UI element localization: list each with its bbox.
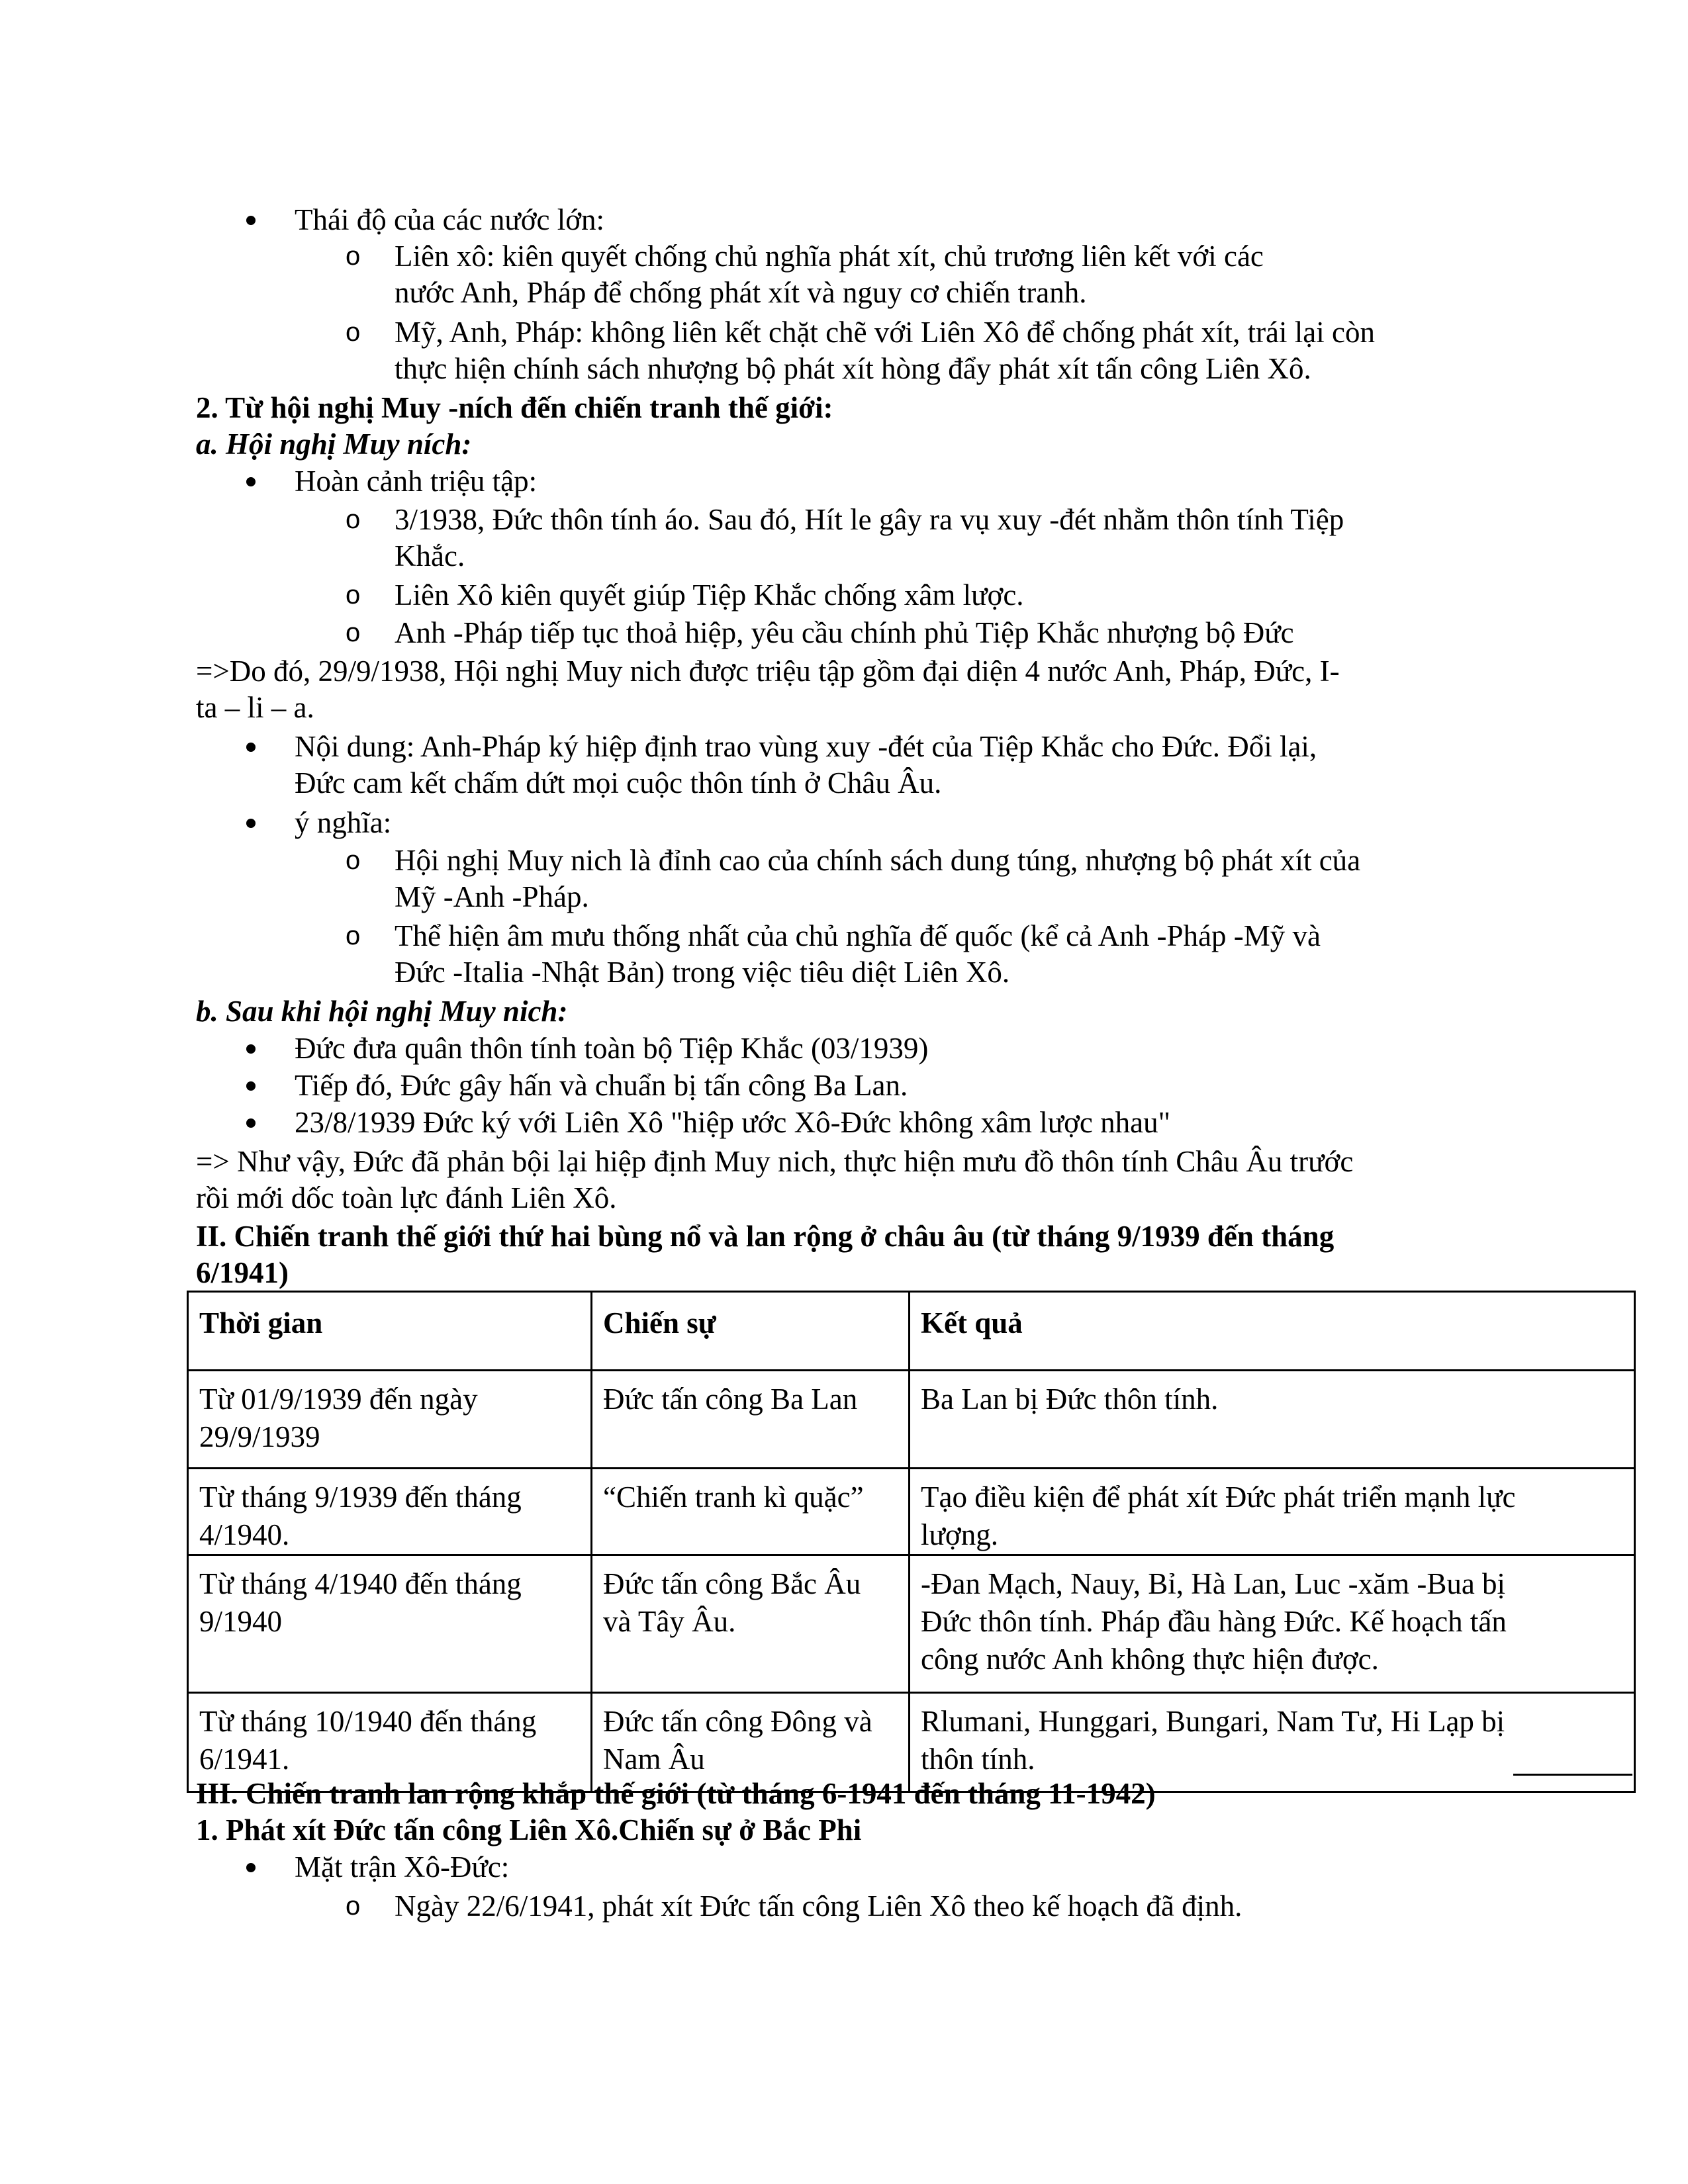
sub-bullet-text: Liên xô: kiên quyết chống chủ nghĩa phát xít, chủ trương liên kết với các <box>395 240 1264 273</box>
sub-bullet-text: Mỹ, Anh, Pháp: không liên kết chặt chẽ với Liên Xô để chống phát xít, trái lại còn <box>395 316 1375 349</box>
bullet-dot <box>246 1118 256 1128</box>
event-cell: Đức tấn công Ba Lan <box>592 1371 910 1469</box>
conclusion-text: => Như vậy, Đức đã phản bội lại hiệp định Muy nich, thực hiện mưu đồ thôn tính Châu Âu trước <box>196 1145 1354 1178</box>
section-heading: 2. Từ hội nghị Muy -ních đến chiến tranh thế giới: <box>196 391 833 424</box>
result-cell: Ba Lan bị Đức thôn tính. <box>910 1371 1635 1469</box>
column-header: Thời gian <box>188 1292 592 1371</box>
event-cell: “Chiến tranh kì quặc” <box>592 1469 910 1555</box>
event-cell: Đức tấn công Bắc Âu và Tây Âu. <box>592 1555 910 1693</box>
bullet-text: Thái độ của các nước lớn: <box>295 203 605 236</box>
conclusion-text: =>Do đó, 29/9/1938, Hội nghị Muy nich được triệu tập gồm đại diện 4 nước Anh, Pháp, Đức, I- <box>196 655 1340 688</box>
sub-bullet-text: Anh -Pháp tiếp tục thoả hiệp, yêu cầu chính phủ Tiệp Khắc nhượng bộ Đức <box>395 616 1294 649</box>
sub-bullet-text: Ngày 22/6/1941, phát xít Đức tấn công Liên Xô theo kế hoạch đã định. <box>395 1889 1243 1923</box>
sub-bullet-circle: o <box>346 505 361 534</box>
sub-bullet-text: 3/1938, Đức thôn tính áo. Sau đó, Hít le gây ra vụ xuy -đét nhằm thôn tính Tiệp <box>395 503 1344 536</box>
sub-bullet-text: Khắc. <box>395 539 465 572</box>
bullet-dot <box>246 477 256 486</box>
conclusion-text: ta – li – a. <box>196 691 314 724</box>
table-row <box>188 1469 1635 1555</box>
sub-bullet-text: Thể hiện âm mưu thống nhất của chủ nghĩa đế quốc (kể cả Anh -Pháp -Mỹ và <box>395 919 1321 952</box>
conclusion-text: rồi mới dốc toàn lực đánh Liên Xô. <box>196 1181 617 1214</box>
subsection-heading: b. Sau khi hội nghị Muy nich: <box>196 995 568 1028</box>
result-cell: Rlumani, Hunggari, Bungari, Nam Tư, Hi Lạp bị thôn tính. <box>910 1693 1635 1792</box>
sub-bullet-text: Mỹ -Anh -Pháp. <box>395 880 589 913</box>
sub-bullet-text: Hội nghị Muy nich là đỉnh cao của chính sách dung túng, nhượng bộ phát xít của <box>395 844 1361 877</box>
bullet-text: Tiếp đó, Đức gây hấn và chuẩn bị tấn công Ba Lan. <box>295 1069 908 1102</box>
sub-bullet-text: nước Anh, Pháp để chống phát xít và nguy cơ chiến tranh. <box>395 276 1087 309</box>
time-cell: Từ tháng 9/1939 đến tháng 4/1940. <box>188 1469 592 1555</box>
bullet-text: Hoàn cảnh triệu tập: <box>295 465 538 498</box>
subsection-heading: a. Hội nghị Muy ních: <box>196 428 472 461</box>
bullet-dot <box>246 819 256 828</box>
section-heading: II. Chiến tranh thế giới thứ hai bùng nổ và lan rộng ở châu âu (từ tháng 9/1939 đến tháng <box>196 1220 1335 1253</box>
event-cell: Đức tấn công Đông và Nam Âu <box>592 1693 910 1792</box>
section-heading: 6/1941) <box>196 1256 289 1289</box>
table-edge-line <box>1513 1774 1632 1776</box>
table-row <box>188 1555 1635 1693</box>
result-cell: -Đan Mạch, Nauy, Bỉ, Hà Lan, Luc -xăm -Bua bị Đức thôn tính. Pháp đầu hàng Đức. Kế hoạch tấn công nước Anh không thực hiện được. <box>910 1555 1635 1693</box>
bullet-text: Mặt trận Xô-Đức: <box>295 1850 510 1884</box>
sub-bullet-text: thực hiện chính sách nhượng bộ phát xít hòng đẩy phát xít tấn công Liên Xô. <box>395 352 1311 385</box>
events-table <box>187 1291 1636 1793</box>
table-header-row <box>188 1292 1635 1371</box>
sub-bullet-circle: o <box>346 1891 361 1921</box>
result-cell: Tạo điều kiện để phát xít Đức phát triển mạnh lực lượng. <box>910 1469 1635 1555</box>
column-header: Kết quả <box>910 1292 1635 1371</box>
bullet-text: Đức cam kết chấm dứt mọi cuộc thôn tính ở Châu Âu. <box>295 766 942 799</box>
column-header: Chiến sự <box>592 1292 910 1371</box>
section-heading: III. Chiến tranh lan rộng khắp thế giới (từ tháng 6-1941 đến tháng 11-1942) <box>196 1777 1156 1810</box>
bullet-dot <box>246 743 256 752</box>
bullet-dot <box>246 1863 256 1872</box>
sub-bullet-text: Liên Xô kiên quyết giúp Tiệp Khắc chống xâm lược. <box>395 578 1024 612</box>
section-heading: 1. Phát xít Đức tấn công Liên Xô.Chiến sự ở Bắc Phi <box>196 1813 862 1846</box>
sub-bullet-circle: o <box>346 580 361 610</box>
bullet-text: 23/8/1939 Đức ký với Liên Xô "hiệp ước Xô-Đức không xâm lược nhau" <box>295 1106 1170 1139</box>
sub-bullet-circle: o <box>346 318 361 347</box>
time-cell: Từ tháng 4/1940 đến tháng 9/1940 <box>188 1555 592 1693</box>
table-row <box>188 1371 1635 1469</box>
sub-bullet-circle: o <box>346 618 361 647</box>
bullet-text: ý nghĩa: <box>295 806 392 839</box>
time-cell: Từ tháng 10/1940 đến tháng 6/1941. <box>188 1693 592 1792</box>
sub-bullet-circle: o <box>346 846 361 875</box>
bullet-text: Nội dung: Anh-Pháp ký hiệp định trao vùng xuy -đét của Tiệp Khắc cho Đức. Đổi lại, <box>295 730 1317 763</box>
sub-bullet-text: Đức -Italia -Nhật Bản) trong việc tiêu diệt Liên Xô. <box>395 956 1010 989</box>
time-cell: Từ 01/9/1939 đến ngày 29/9/1939 <box>188 1371 592 1469</box>
sub-bullet-circle: o <box>346 242 361 271</box>
sub-bullet-circle: o <box>346 921 361 950</box>
bullet-dot <box>246 216 256 225</box>
bullet-dot <box>246 1044 256 1054</box>
bullet-dot <box>246 1081 256 1091</box>
bullet-text: Đức đưa quân thôn tính toàn bộ Tiệp Khắc (03/1939) <box>295 1032 929 1065</box>
